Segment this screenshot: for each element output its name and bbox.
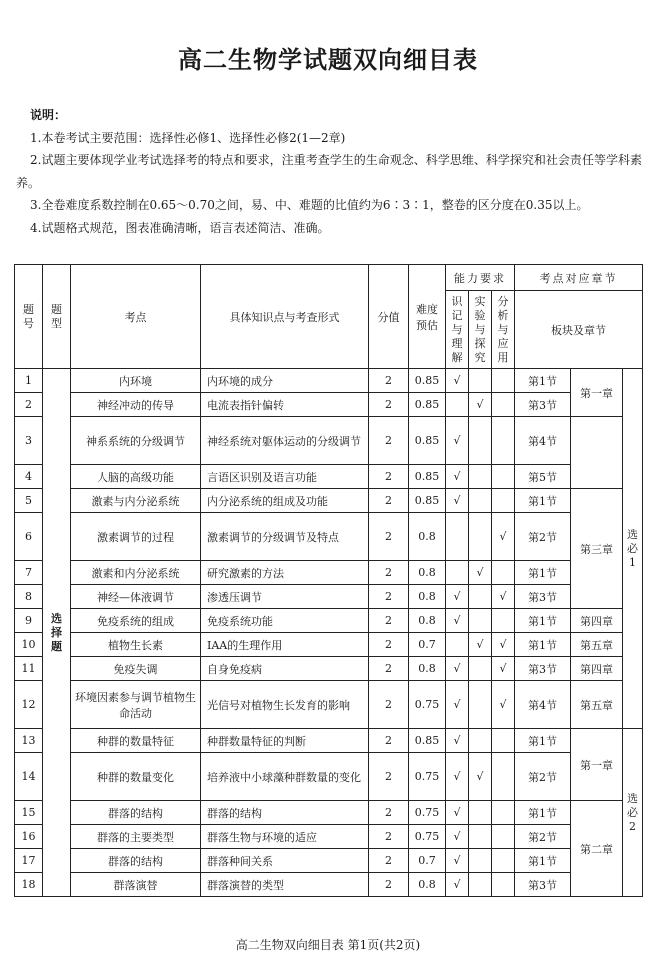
score-cell: 2	[369, 729, 409, 753]
section-cell: 第3节	[515, 873, 571, 897]
difficulty-cell: 0.75	[409, 801, 446, 825]
detail-cell: 免疫系统功能	[201, 609, 369, 633]
check-mark-icon: √	[453, 806, 461, 819]
difficulty-cell: 0.7	[409, 849, 446, 873]
ability-check-cell	[492, 753, 515, 801]
check-mark-icon: √	[453, 830, 461, 843]
check-mark-icon: √	[476, 398, 484, 411]
difficulty-cell: 0.8	[409, 609, 446, 633]
row-number: 12	[15, 681, 43, 729]
ability-check-cell	[492, 513, 515, 561]
check-mark-icon: √	[499, 638, 507, 651]
instruction-item: 4.试题格式规范，图表准确清晰，语言表述简洁、准确。	[30, 220, 330, 235]
ability-check-cell	[469, 849, 492, 873]
check-mark-icon: √	[453, 698, 461, 711]
difficulty-cell: 0.75	[409, 825, 446, 849]
score-cell: 2	[369, 753, 409, 801]
topic-cell: 内环境	[71, 369, 201, 393]
topic-cell: 人脑的高级功能	[71, 465, 201, 489]
ability-check-cell	[492, 489, 515, 513]
difficulty-cell: 0.7	[409, 633, 446, 657]
header-num: 题号	[15, 265, 43, 369]
ability-check-cell	[469, 561, 492, 585]
row-number: 1	[15, 369, 43, 393]
row-number: 4	[15, 465, 43, 489]
ability-check-cell	[446, 873, 469, 897]
check-mark-icon: √	[453, 878, 461, 891]
detail-cell: IAA的生理作用	[201, 633, 369, 657]
topic-cell: 群落演替	[71, 873, 201, 897]
detail-cell: 群落的结构	[201, 801, 369, 825]
detail-cell: 群落演替的类型	[201, 873, 369, 897]
table-row	[15, 849, 643, 873]
chapter-cell: 第五章	[571, 633, 623, 657]
table-row	[15, 465, 643, 489]
ability-check-cell	[469, 393, 492, 417]
check-mark-icon: √	[476, 770, 484, 783]
topic-cell: 种群的数量变化	[71, 753, 201, 801]
row-number: 8	[15, 585, 43, 609]
score-cell: 2	[369, 873, 409, 897]
difficulty-cell: 0.85	[409, 393, 446, 417]
ability-check-cell	[469, 633, 492, 657]
ability-check-cell	[446, 489, 469, 513]
table-row	[15, 681, 643, 729]
table-row	[15, 489, 643, 513]
chapter-cell: 第三章	[571, 489, 623, 609]
chapter-cell: 第一章	[571, 369, 623, 417]
ability-check-cell	[446, 657, 469, 681]
ability-check-cell	[469, 513, 492, 561]
section-cell: 第2节	[515, 825, 571, 849]
ability-check-cell	[469, 489, 492, 513]
row-number: 9	[15, 609, 43, 633]
score-cell: 2	[369, 849, 409, 873]
row-number: 2	[15, 393, 43, 417]
instruction-item: 2.试题主要体现学业考试选择考的特点和要求，注重考查学生的生命观念、科学思维、科学探究和社会责任等学科素养。	[16, 153, 642, 190]
section-cell: 第5节	[515, 465, 571, 489]
section-cell: 第2节	[515, 513, 571, 561]
topic-cell: 激素调节的过程	[71, 513, 201, 561]
ability-check-cell	[469, 657, 492, 681]
check-mark-icon: √	[453, 434, 461, 447]
row-number: 5	[15, 489, 43, 513]
table-row	[15, 609, 643, 633]
check-mark-icon: √	[453, 734, 461, 747]
check-mark-icon: √	[499, 590, 507, 603]
header-chapter-group: 考点对应章节	[515, 265, 643, 291]
ability-check-cell	[492, 585, 515, 609]
score-cell: 2	[369, 417, 409, 465]
score-cell: 2	[369, 825, 409, 849]
question-type-label: 选择题	[51, 611, 62, 653]
ability-check-cell	[446, 369, 469, 393]
check-mark-icon: √	[499, 662, 507, 675]
detail-cell: 光信号对植物生长发育的影响	[201, 681, 369, 729]
detail-cell: 种群数量特征的判断	[201, 729, 369, 753]
ability-check-cell	[446, 633, 469, 657]
check-mark-icon: √	[476, 638, 484, 651]
page-title: 高二生物学试题双向细目表	[178, 46, 478, 74]
difficulty-cell: 0.85	[409, 417, 446, 465]
score-cell: 2	[369, 633, 409, 657]
score-cell: 2	[369, 489, 409, 513]
difficulty-cell: 0.75	[409, 753, 446, 801]
instruction-item: 3.全卷难度系数控制在0.65～0.70之间，易、中、难题的比值约为6∶3∶1，整卷的区分度在0.35以上。	[30, 198, 589, 213]
topic-cell: 神经冲动的传导	[71, 393, 201, 417]
ability-check-cell	[492, 465, 515, 489]
difficulty-cell: 0.8	[409, 657, 446, 681]
topic-cell: 种群的数量特征	[71, 729, 201, 753]
section-cell: 第3节	[515, 657, 571, 681]
chapter-cell: 第四章	[571, 609, 623, 633]
topic-cell: 植物生长素	[71, 633, 201, 657]
check-mark-icon: √	[499, 698, 507, 711]
check-mark-icon: √	[453, 770, 461, 783]
header-ability-experiment: 实验与探究	[469, 291, 492, 369]
ability-check-cell	[492, 369, 515, 393]
module-cell	[623, 729, 643, 897]
row-number: 16	[15, 825, 43, 849]
score-cell: 2	[369, 513, 409, 561]
score-cell: 2	[369, 609, 409, 633]
ability-check-cell	[446, 609, 469, 633]
module-label: 选必1	[627, 527, 639, 569]
header-point: 考点	[71, 265, 201, 369]
table-row	[15, 393, 643, 417]
header-ability-analysis: 分析与应用	[492, 291, 515, 369]
topic-cell: 神经—体液调节	[71, 585, 201, 609]
header-detail: 具体知识点与考查形式	[201, 265, 369, 369]
check-mark-icon: √	[453, 614, 461, 627]
ability-check-cell	[469, 609, 492, 633]
difficulty-cell: 0.85	[409, 465, 446, 489]
topic-cell: 群落的主要类型	[71, 825, 201, 849]
detail-cell: 研究激素的方法	[201, 561, 369, 585]
ability-check-cell	[469, 825, 492, 849]
section-cell: 第1节	[515, 369, 571, 393]
spec-table	[14, 264, 643, 897]
ability-check-cell	[446, 585, 469, 609]
difficulty-cell: 0.85	[409, 729, 446, 753]
ability-check-cell	[446, 417, 469, 465]
chapter-cell: 第二章	[571, 801, 623, 897]
module-cell	[623, 369, 643, 729]
detail-cell: 自身免疫病	[201, 657, 369, 681]
check-mark-icon: √	[453, 374, 461, 387]
row-number: 7	[15, 561, 43, 585]
detail-cell: 电流表指针偏转	[201, 393, 369, 417]
chapter-cell: 第四章	[571, 657, 623, 681]
header-score: 分值	[369, 265, 409, 369]
score-cell: 2	[369, 369, 409, 393]
section-cell: 第1节	[515, 801, 571, 825]
section-cell: 第2节	[515, 753, 571, 801]
score-cell: 2	[369, 465, 409, 489]
ability-check-cell	[469, 585, 492, 609]
topic-cell: 神系系统的分级调节	[71, 417, 201, 465]
table-row	[15, 657, 643, 681]
module-label: 选必2	[627, 791, 639, 833]
row-number: 14	[15, 753, 43, 801]
ability-check-cell	[492, 849, 515, 873]
section-cell: 第4节	[515, 681, 571, 729]
ability-check-cell	[446, 801, 469, 825]
detail-cell: 言语区识别及语言功能	[201, 465, 369, 489]
ability-check-cell	[469, 753, 492, 801]
row-number: 13	[15, 729, 43, 753]
ability-check-cell	[469, 417, 492, 465]
table-row	[15, 369, 643, 393]
header-ability-recall: 识记与理解	[446, 291, 469, 369]
ability-check-cell	[492, 873, 515, 897]
check-mark-icon: √	[499, 530, 507, 543]
table-row	[15, 585, 643, 609]
detail-cell: 神经系统对躯体运动的分级调节	[201, 417, 369, 465]
detail-cell: 内分泌系统的组成及功能	[201, 489, 369, 513]
difficulty-cell: 0.8	[409, 513, 446, 561]
check-mark-icon: √	[476, 566, 484, 579]
row-number: 15	[15, 801, 43, 825]
table-row	[15, 633, 643, 657]
ability-check-cell	[446, 825, 469, 849]
row-number: 18	[15, 873, 43, 897]
table-row	[15, 561, 643, 585]
ability-check-cell	[469, 681, 492, 729]
table-row	[15, 753, 643, 801]
section-cell: 第4节	[515, 417, 571, 465]
table-row	[15, 825, 643, 849]
row-number: 11	[15, 657, 43, 681]
chapter-cell: 第五章	[571, 681, 623, 729]
header-type: 题型	[43, 265, 71, 369]
section-cell: 第1节	[515, 633, 571, 657]
score-cell: 2	[369, 681, 409, 729]
section-cell: 第1节	[515, 849, 571, 873]
ability-check-cell	[446, 729, 469, 753]
header-chapter-sub: 板块及章节	[515, 291, 643, 369]
detail-cell: 群落生物与环境的适应	[201, 825, 369, 849]
header-ability: 能力要求	[446, 265, 515, 291]
ability-check-cell	[492, 801, 515, 825]
check-mark-icon: √	[453, 494, 461, 507]
check-mark-icon: √	[453, 470, 461, 483]
section-cell: 第3节	[515, 585, 571, 609]
table-row	[15, 729, 643, 753]
difficulty-cell: 0.8	[409, 561, 446, 585]
check-mark-icon: √	[453, 854, 461, 867]
ability-check-cell	[469, 465, 492, 489]
chapter-cell: 第一章	[571, 729, 623, 801]
ability-check-cell	[446, 681, 469, 729]
topic-cell: 激素与内分泌系统	[71, 489, 201, 513]
difficulty-cell: 0.85	[409, 489, 446, 513]
detail-cell: 渗透压调节	[201, 585, 369, 609]
section-cell: 第3节	[515, 393, 571, 417]
row-number: 10	[15, 633, 43, 657]
ability-check-cell	[492, 393, 515, 417]
score-cell: 2	[369, 657, 409, 681]
instruction-item: 1.本卷考试主要范围：选择性必修1、选择性必修2(1—2章)	[30, 130, 346, 145]
detail-cell: 内环境的成分	[201, 369, 369, 393]
ability-check-cell	[492, 417, 515, 465]
table-row	[15, 513, 643, 561]
ability-check-cell	[469, 729, 492, 753]
difficulty-cell: 0.85	[409, 369, 446, 393]
section-cell: 第1节	[515, 489, 571, 513]
header-difficulty: 难度预估	[409, 265, 446, 369]
ability-check-cell	[469, 369, 492, 393]
ability-check-cell	[446, 753, 469, 801]
score-cell: 2	[369, 585, 409, 609]
score-cell: 2	[369, 561, 409, 585]
table-row	[15, 873, 643, 897]
section-cell: 第1节	[515, 609, 571, 633]
ability-check-cell	[446, 465, 469, 489]
topic-cell: 环境因素参与调节植物生命活动	[71, 681, 201, 729]
ability-check-cell	[446, 393, 469, 417]
ability-check-cell	[492, 825, 515, 849]
instructions	[16, 104, 642, 240]
ability-check-cell	[469, 873, 492, 897]
row-number: 6	[15, 513, 43, 561]
section-cell: 第1节	[515, 729, 571, 753]
table-row	[15, 801, 643, 825]
topic-cell: 群落的结构	[71, 849, 201, 873]
difficulty-cell: 0.8	[409, 585, 446, 609]
ability-check-cell	[492, 561, 515, 585]
ability-check-cell	[492, 729, 515, 753]
detail-cell: 激素调节的分级调节及特点	[201, 513, 369, 561]
check-mark-icon: √	[453, 662, 461, 675]
instructions-heading: 说明：	[30, 108, 67, 122]
score-cell: 2	[369, 801, 409, 825]
question-type-cell	[43, 369, 71, 897]
detail-cell: 培养液中小球藻种群数量的变化	[201, 753, 369, 801]
ability-check-cell	[446, 513, 469, 561]
difficulty-cell: 0.8	[409, 873, 446, 897]
table-row	[15, 417, 643, 465]
page-footer: 高二生物双向细目表 第1页(共2页)	[235, 938, 421, 952]
ability-check-cell	[492, 657, 515, 681]
topic-cell: 激素和内分泌系统	[71, 561, 201, 585]
ability-check-cell	[469, 801, 492, 825]
score-cell: 2	[369, 393, 409, 417]
ability-check-cell	[492, 609, 515, 633]
topic-cell: 免疫失调	[71, 657, 201, 681]
check-mark-icon: √	[453, 590, 461, 603]
topic-cell: 群落的结构	[71, 801, 201, 825]
difficulty-cell: 0.75	[409, 681, 446, 729]
topic-cell: 免疫系统的组成	[71, 609, 201, 633]
row-number: 17	[15, 849, 43, 873]
section-cell: 第1节	[515, 561, 571, 585]
row-number: 3	[15, 417, 43, 465]
ability-check-cell	[446, 849, 469, 873]
ability-check-cell	[446, 561, 469, 585]
ability-check-cell	[492, 633, 515, 657]
ability-check-cell	[492, 681, 515, 729]
detail-cell: 群落种间关系	[201, 849, 369, 873]
